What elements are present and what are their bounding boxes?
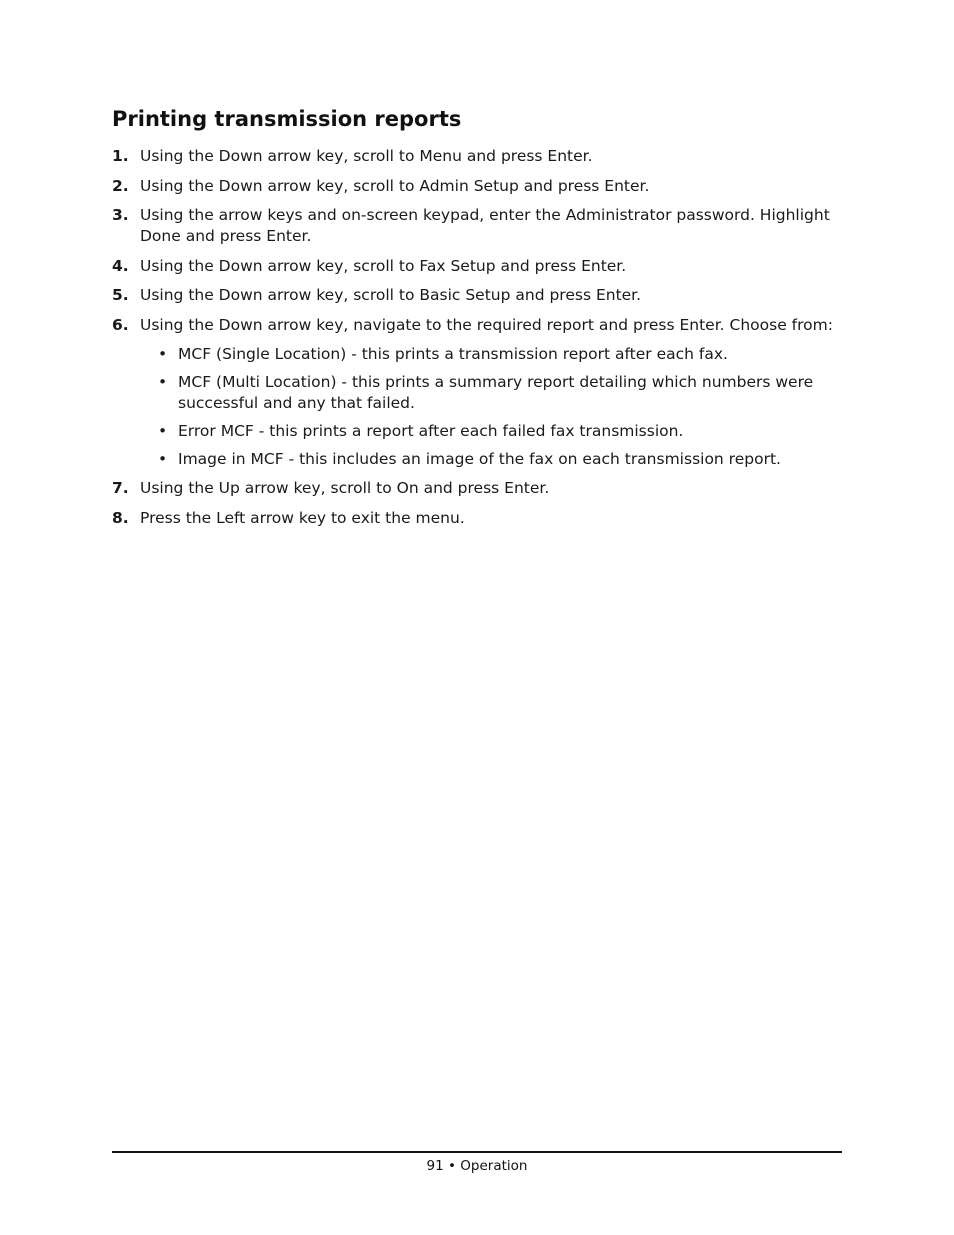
step-text: Using the arrow keys and on-screen keypad, enter the Administrator password. Highlight Done and press Enter. <box>140 206 830 245</box>
footer-divider <box>112 1151 842 1153</box>
step-item <box>112 146 842 167</box>
page-title: Printing transmission reports <box>112 107 462 131</box>
report-option-text: Image in MCF - this includes an image of the fax on each transmission report. <box>178 449 781 468</box>
step-number: 3. <box>112 206 129 224</box>
step-item <box>112 256 842 277</box>
steps-list <box>112 146 842 529</box>
step-text: Using the Down arrow key, scroll to Fax Setup and press Enter. <box>140 256 627 275</box>
page-number: 91 <box>426 1158 444 1174</box>
step-text: Using the Down arrow key, navigate to the required report and press Enter. Choose from: <box>140 315 833 334</box>
step-number: 4. <box>112 256 129 275</box>
step-text: Using the Up arrow key, scroll to On and press Enter. <box>140 479 550 497</box>
step-item <box>112 315 842 470</box>
step-number: 6. <box>112 315 129 334</box>
report-options-list <box>140 344 842 470</box>
footer-separator: • <box>448 1158 456 1174</box>
bullet-icon: • <box>158 372 168 391</box>
step-item <box>112 508 842 529</box>
step-item <box>112 205 842 247</box>
page-content <box>112 104 842 537</box>
report-option <box>140 449 842 470</box>
step-text: Using the Down arrow key, scroll to Menu and press Enter. <box>140 147 593 165</box>
step-number: 7. <box>112 479 129 497</box>
step-number: 2. <box>112 176 129 195</box>
report-option <box>140 421 842 442</box>
step-text: Press the Left arrow key to exit the menu. <box>140 508 465 527</box>
step-text: Using the Down arrow key, scroll to Basic Setup and press Enter. <box>140 286 642 304</box>
step-item <box>112 176 842 197</box>
report-option <box>140 344 842 365</box>
bullet-icon: • <box>158 421 168 440</box>
page-footer <box>112 1157 842 1175</box>
report-option-text: MCF (Multi Location) - this prints a summary report detailing which numbers were successful and any that failed. <box>178 372 814 412</box>
step-item <box>112 285 842 306</box>
step-number: 1. <box>112 147 129 165</box>
report-option <box>140 372 842 414</box>
bullet-icon: • <box>158 449 168 468</box>
step-item <box>112 478 842 499</box>
footer-section: Operation <box>460 1158 528 1174</box>
report-option-text: Error MCF - this prints a report after each failed fax transmission. <box>178 421 684 440</box>
report-option-text: MCF (Single Location) - this prints a transmission report after each fax. <box>178 344 728 363</box>
bullet-icon: • <box>158 344 168 363</box>
step-number: 8. <box>112 508 129 527</box>
step-number: 5. <box>112 286 129 304</box>
step-text: Using the Down arrow key, scroll to Admin Setup and press Enter. <box>140 176 650 195</box>
